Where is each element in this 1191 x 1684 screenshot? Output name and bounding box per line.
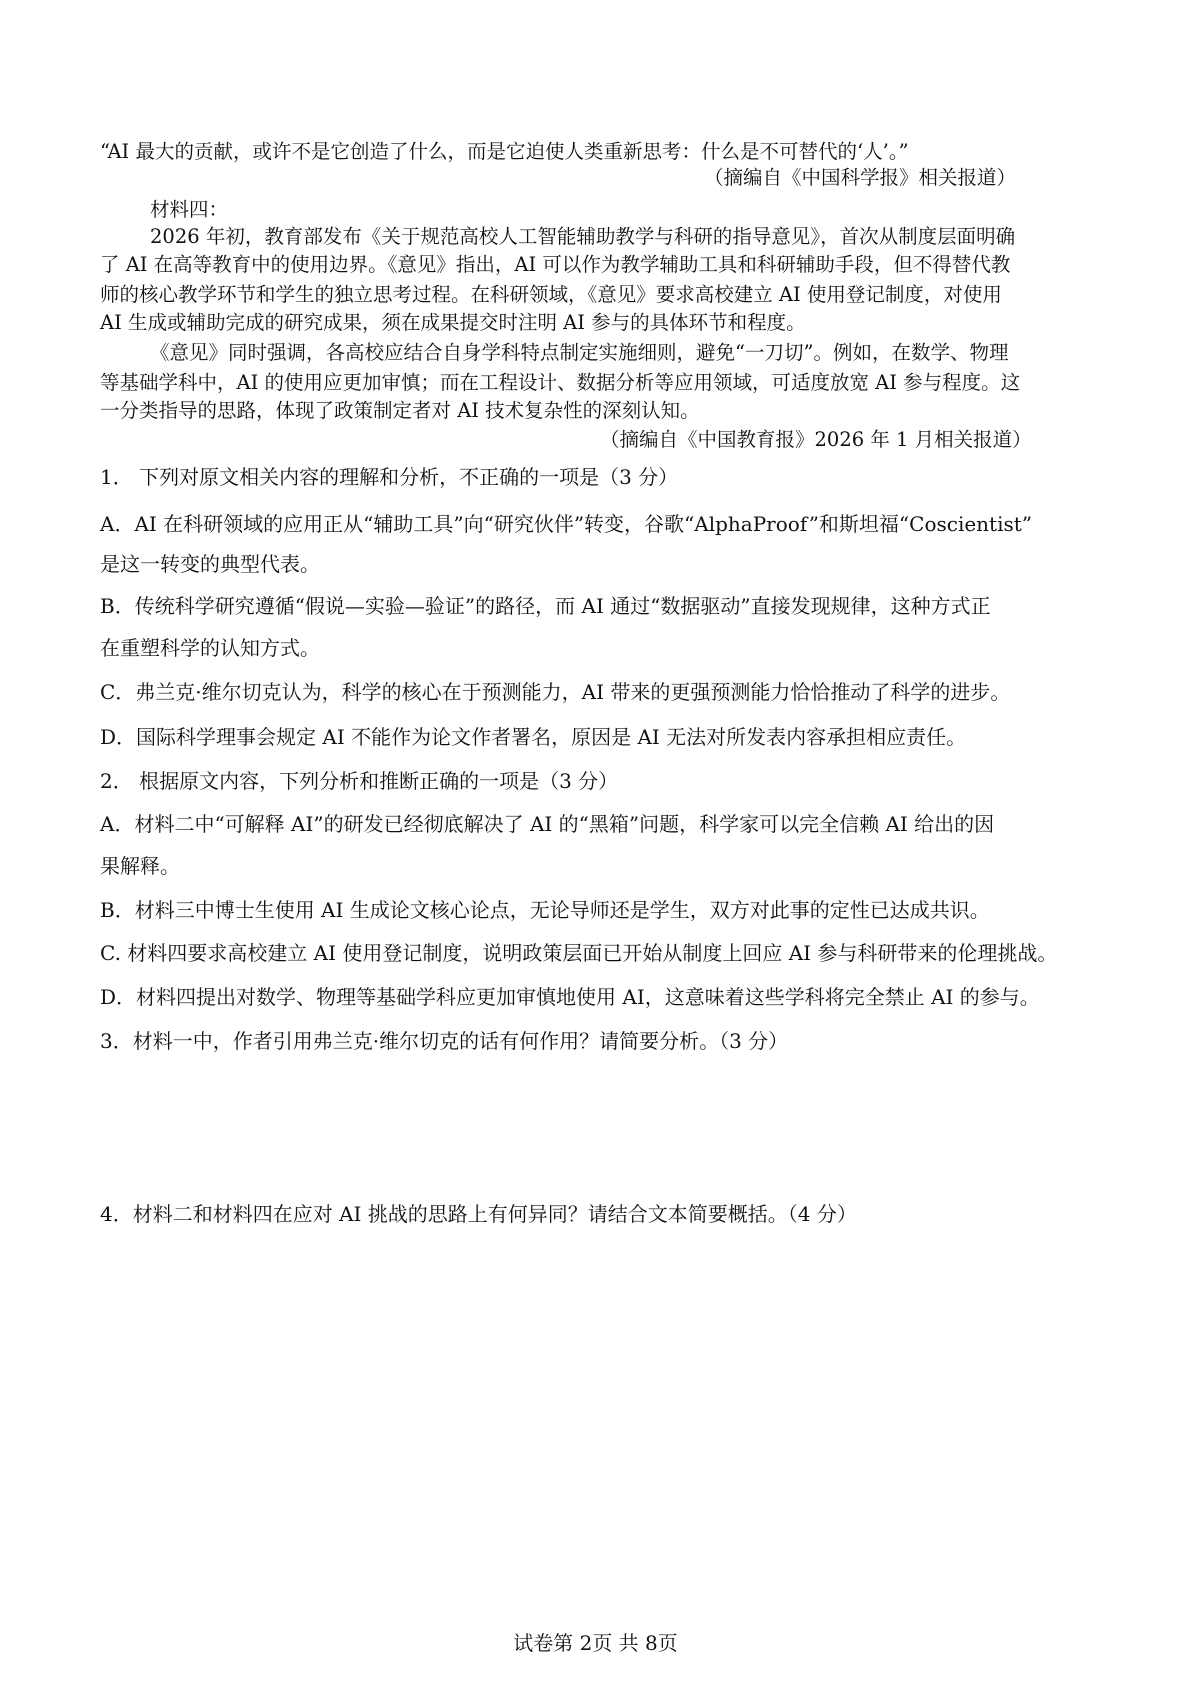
q4-stem: 4．材料二和材料四在应对 AI 挑战的思路上有何异同？请结合文本简要概括。（4 分）	[100, 1202, 857, 1226]
material4-heading: 材料四：	[150, 198, 229, 221]
q2-option-d: D．材料四提出对数学、物理等基础学科应更加审慎地使用 AI，这意味着这些学科将完全禁止 AI 的参与。	[100, 985, 1040, 1009]
q1-option-d: D．国际科学理事会规定 AI 不能作为论文作者署名，原因是 AI 无法对所发表内容承担相应责任。	[100, 725, 967, 749]
q1-option-b-line2: 在重塑科学的认知方式。	[100, 636, 320, 660]
q2-option-a-line1: A．材料二中“可解释 AI”的研发已经彻底解决了 AI 的“黑箱”问题，科学家可以完全信赖 AI 给出的因	[100, 812, 995, 836]
q1-option-b-line1: B．传统科学研究遵循“假说—实验—验证”的路径，而 AI 通过“数据驱动”直接发现规律，这种方式正	[100, 594, 991, 618]
material4-source: （摘编自《中国教育报》2026 年 1 月相关报道）	[600, 428, 1032, 451]
q2-option-a-line2: 果解释。	[100, 854, 180, 878]
material4-p2-line3: 一分类指导的思路，体现了政策制定者对 AI 技术复杂性的深刻认知。	[100, 399, 700, 422]
quote-source: （摘编自《中国科学报》相关报道）	[704, 166, 1017, 189]
q1-option-a-line1: A．AI 在科研领域的应用正从“辅助工具”向“研究伙伴”转变，谷歌“AlphaProof”和斯坦福“Coscientist”	[100, 512, 1033, 536]
quote-text: “AI 最大的贡献，或许不是它创造了什么，而是它迫使人类重新思考：什么是不可替代的‘人’。”	[100, 140, 909, 163]
material4-p2-line1: 《意见》同时强调，各高校应结合自身学科特点制定实施细则，避免“一刀切”。例如，在数学、物理	[150, 341, 1009, 364]
material4-p1-line4: AI 生成或辅助完成的研究成果，须在成果提交时注明 AI 参与的具体环节和程度。	[100, 311, 806, 334]
q2-stem: 2． 根据原文内容，下列分析和推断正确的一项是（3 分）	[100, 769, 619, 793]
q1-option-a-line2: 是这一转变的典型代表。	[100, 552, 320, 576]
q3-stem: 3．材料一中，作者引用弗兰克·维尔切克的话有何作用？请简要分析。（3 分）	[100, 1029, 789, 1053]
material4-p2-line2: 等基础学科中，AI 的使用应更加审慎；而在工程设计、数据分析等应用领域，可适度放宽 AI 参与程度。这	[100, 371, 1021, 394]
material4-p1-line1: 2026 年初，教育部发布《关于规范高校人工智能辅助教学与科研的指导意见》，首次从制度层面明确	[150, 225, 1016, 248]
q3-answer-area[interactable]	[100, 1062, 1010, 1192]
q1-stem: 1． 下列对原文相关内容的理解和分析，不正确的一项是（3 分）	[100, 465, 679, 489]
q2-option-b: B．材料三中博士生使用 AI 生成论文核心论点，无论导师还是学生，双方对此事的定性已达成共识。	[100, 898, 990, 922]
q4-answer-area[interactable]	[100, 1236, 1010, 1596]
q1-option-c: C．弗兰克·维尔切克认为，科学的核心在于预测能力，AI 带来的更强预测能力恰恰推动了科学的进步。	[100, 680, 1011, 704]
material4-p1-line3: 师的核心教学环节和学生的独立思考过程。在科研领域，《意见》要求高校建立 AI 使用登记制度，对使用	[100, 283, 1002, 306]
q2-option-c: C. 材料四要求高校建立 AI 使用登记制度，说明政策层面已开始从制度上回应 AI 参与科研带来的伦理挑战。	[100, 941, 1058, 965]
material4-p1-line2: 了 AI 在高等教育中的使用边界。《意见》指出，AI 可以作为教学辅助工具和科研辅助手段，但不得替代教	[100, 253, 1011, 276]
page-footer: 试卷第 2页 共 8页	[513, 1631, 678, 1655]
